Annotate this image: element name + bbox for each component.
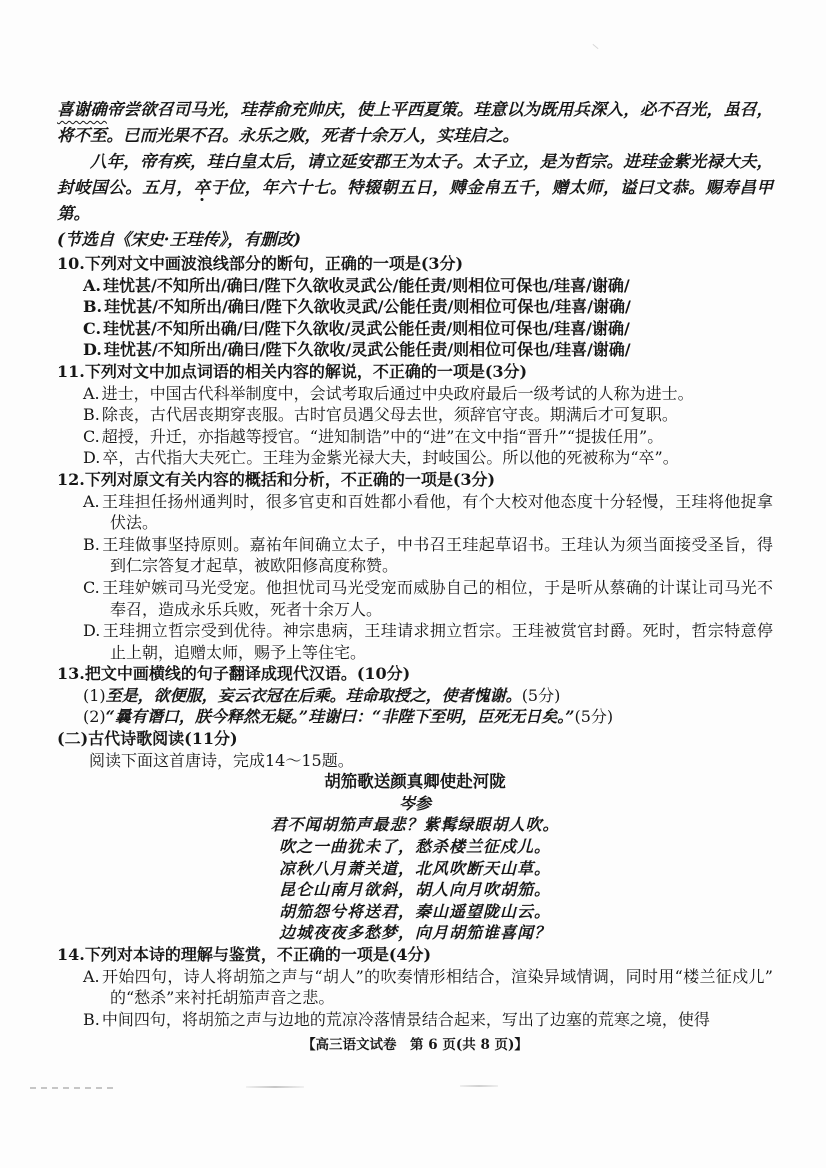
question-14-option-b	[57, 1009, 773, 1031]
passage-para-2-text-b: 于位，年六十七。特辍朝五日，赙金帛五千，赠太师，谥曰文恭。赐寿昌甲第。	[57, 178, 774, 223]
option-label: B.	[83, 534, 100, 554]
option-text: 王珪妒嫉司马光受宠。他担忧司马光受宠而威胁自己的相位，于是听从蔡确的计谋让司马光不奉召，造成永乐兵败，死者十余万人。	[101, 577, 773, 619]
question-10	[57, 253, 773, 361]
question-12-option-c	[57, 577, 773, 620]
option-label: C.	[83, 318, 102, 338]
option-text: 除丧，古代居丧期穿丧服。古时官员遇父母去世，须辞官守丧。期满后才可复职。	[101, 405, 678, 425]
poem-line-6: 边城夜夜多愁梦，向月胡笳谁喜闻？	[278, 923, 551, 943]
question-11-option-b	[57, 404, 773, 426]
classical-passage	[57, 97, 773, 253]
option-label: C.	[83, 577, 100, 597]
option-label: D.	[83, 340, 102, 360]
poem-author: 岑参	[398, 793, 431, 813]
option-label: D.	[83, 621, 101, 641]
question-12	[57, 469, 773, 663]
page-content	[57, 97, 773, 1057]
question-10-option-b	[57, 296, 773, 318]
page-footer: 【高三语文试卷 第 6 页(共 8 页)】	[302, 1037, 528, 1054]
item-number: (2)	[83, 707, 106, 727]
scan-artifact-dash	[460, 1085, 498, 1087]
emphasized-char-zu: 卒	[193, 178, 211, 197]
poem-line-1: 君不闻胡笳声最悲？紫髯绿眼胡人吹。	[270, 815, 560, 835]
option-text: 中间四句，将胡笳之声与边地的荒凉冷落情景结合起来，写出了边塞的荒寒之境，使得	[101, 1009, 710, 1029]
option-text: 卒，古代指大夫死亡。王珪为金紫光禄大夫，封岐国公。所以他的死被称为“卒”。	[102, 448, 679, 468]
option-label: A.	[83, 383, 100, 403]
poem-line-4: 昆仑山南月欲斜，胡人向月吹胡笳。	[278, 880, 551, 900]
question-14-stem: 14.下列对本诗的理解与鉴赏，不正确的一项是(4分)	[57, 945, 432, 964]
translation-sentence: 至是，欲便服，妄云衣冠在后乘。珪命取授之，使者愧谢。	[105, 685, 522, 705]
question-13	[57, 663, 773, 728]
option-text: 开始四句，诗人将胡笳之声与“胡人”的吹奏情形相结合，渲染异域情调，同时用“楼兰征戍儿”的“愁杀”来衬托胡笳声音之悲。	[101, 966, 773, 1008]
option-label: C.	[83, 426, 100, 446]
option-text: 王珪拥立哲宗受到优待。神宗患病，王珪请求拥立哲宗。王珪被赏官封爵。死时，哲宗特意停止上朝，追赠太师，赐予上等住宅。	[102, 621, 773, 662]
question-13-item-1	[57, 685, 773, 707]
question-11	[57, 361, 773, 469]
option-text: 超授，升迁，亦指越等授官。“进知制诰”中的“进”在文中指“晋升”“提拔任用”。	[101, 426, 664, 446]
option-text: 珪忧甚/不知所出/确曰/陛下久欲收/灵武公能任责/则相位可保也/珪喜/谢确/	[103, 340, 631, 360]
scan-artifact-speck	[592, 44, 598, 49]
question-11-option-c	[57, 426, 773, 448]
question-11-stem: 11.下列对文中加点词语的相关内容的解说，不正确的一项是(3分)	[57, 361, 528, 381]
item-number: (1)	[83, 685, 106, 705]
scan-artifact-dash	[246, 1086, 304, 1088]
question-12-option-a	[57, 491, 773, 534]
poem-block	[57, 771, 773, 944]
question-12-option-d	[57, 620, 773, 663]
poem-line-3: 凉秋八月萧关道，北风吹断天山草。	[278, 858, 551, 878]
option-label: B.	[83, 1009, 100, 1029]
question-10-option-d	[57, 339, 773, 361]
wavy-underlined-text: 喜谢确	[57, 100, 107, 119]
item-score: (5分)	[574, 707, 614, 727]
question-13-item-2	[57, 706, 773, 728]
passage-para-2-text-a: 八年，帝有疾，珪白皇太后，请立延安郡王为太子。太子立，是为哲宗。进珪金紫光禄大夫，封岐国公。五月，	[57, 152, 773, 197]
option-label: A.	[83, 491, 100, 511]
question-11-option-a	[57, 383, 773, 405]
question-10-option-c	[57, 318, 773, 340]
option-label: D.	[83, 448, 101, 468]
passage-para-1-text: 帝尝欲召司马光，珪荐俞充帅庆，使上平西夏策。珪意以为既用兵深入，必不召光，虽召，将不至。已而光果不召。永乐之败，死者十余万人，实珪启之。	[57, 100, 774, 145]
question-10-option-a	[57, 275, 773, 297]
option-label: A.	[83, 966, 100, 986]
item-score: (5分)	[521, 685, 561, 705]
section-2-instruction: 阅读下面这首唐诗，完成14～15题。	[89, 750, 354, 770]
passage-attribution: (节选自《宋史·王珪传》，有删改)	[57, 230, 302, 249]
question-10-stem: 10.下列对文中画波浪线部分的断句，正确的一项是(3分)	[57, 254, 464, 273]
question-14-option-a	[57, 966, 773, 1009]
question-11-option-d	[57, 447, 773, 469]
option-label: B.	[83, 405, 100, 425]
option-text: 珪忧甚/不知所出/确曰/陛下久欲收灵武/公能任责/则相位可保也/珪喜/谢确/	[104, 297, 631, 317]
translation-sentence: “曩有谮口，朕今释然无疑。”珪谢曰：“非陛下至明，臣死无日矣。”	[105, 707, 575, 727]
poem-line-2: 吹之一曲犹未了，愁杀楼兰征戍儿。	[278, 837, 551, 857]
option-text: 进士，中国古代科举制度中，会试考取后通过中央政府最后一级考试的人称为进士。	[101, 383, 694, 403]
question-13-stem: 13.把文中画横线的句子翻译成现代汉语。(10分)	[57, 664, 411, 684]
question-12-option-b	[57, 534, 773, 577]
passage-para-2	[57, 149, 773, 227]
question-14	[57, 944, 773, 1030]
passage-para-1	[57, 97, 773, 149]
question-12-stem: 12.下列对原文有关内容的概括和分析，不正确的一项是(3分)	[57, 469, 496, 489]
scan-artifact-dash	[30, 1087, 118, 1089]
section-2-ancient-poetry	[57, 728, 773, 771]
option-text: 王珪担任扬州通判时，很多官吏和百姓都小看他，有个大校对他态度十分轻慢，王珪将他捉拿伏法。	[101, 491, 773, 533]
option-text: 王珪做事坚持原则。嘉祐年间确立太子，中书召王珪起草诏书。王珪认为须当面接受圣旨，得到仁宗答复才起草，被欧阳修高度称赞。	[101, 534, 773, 576]
option-text: 珪忧甚/不知所出确/曰/陛下久欲收/灵武公能任责/则相位可保也/珪喜/谢确/	[103, 318, 630, 338]
poem-title: 胡笳歌送颜真卿使赴河陇	[324, 772, 506, 792]
option-label: A.	[83, 275, 101, 295]
option-label: B.	[83, 297, 103, 317]
poem-line-5: 胡笳怨兮将送君，秦山遥望陇山云。	[278, 901, 551, 921]
option-text: 珪忧甚/不知所出/确曰/陛下久欲收灵武公/能任责/则相位可保也/珪喜/谢确/	[102, 275, 630, 295]
section-2-heading: (二)古代诗歌阅读(11分)	[57, 729, 238, 749]
